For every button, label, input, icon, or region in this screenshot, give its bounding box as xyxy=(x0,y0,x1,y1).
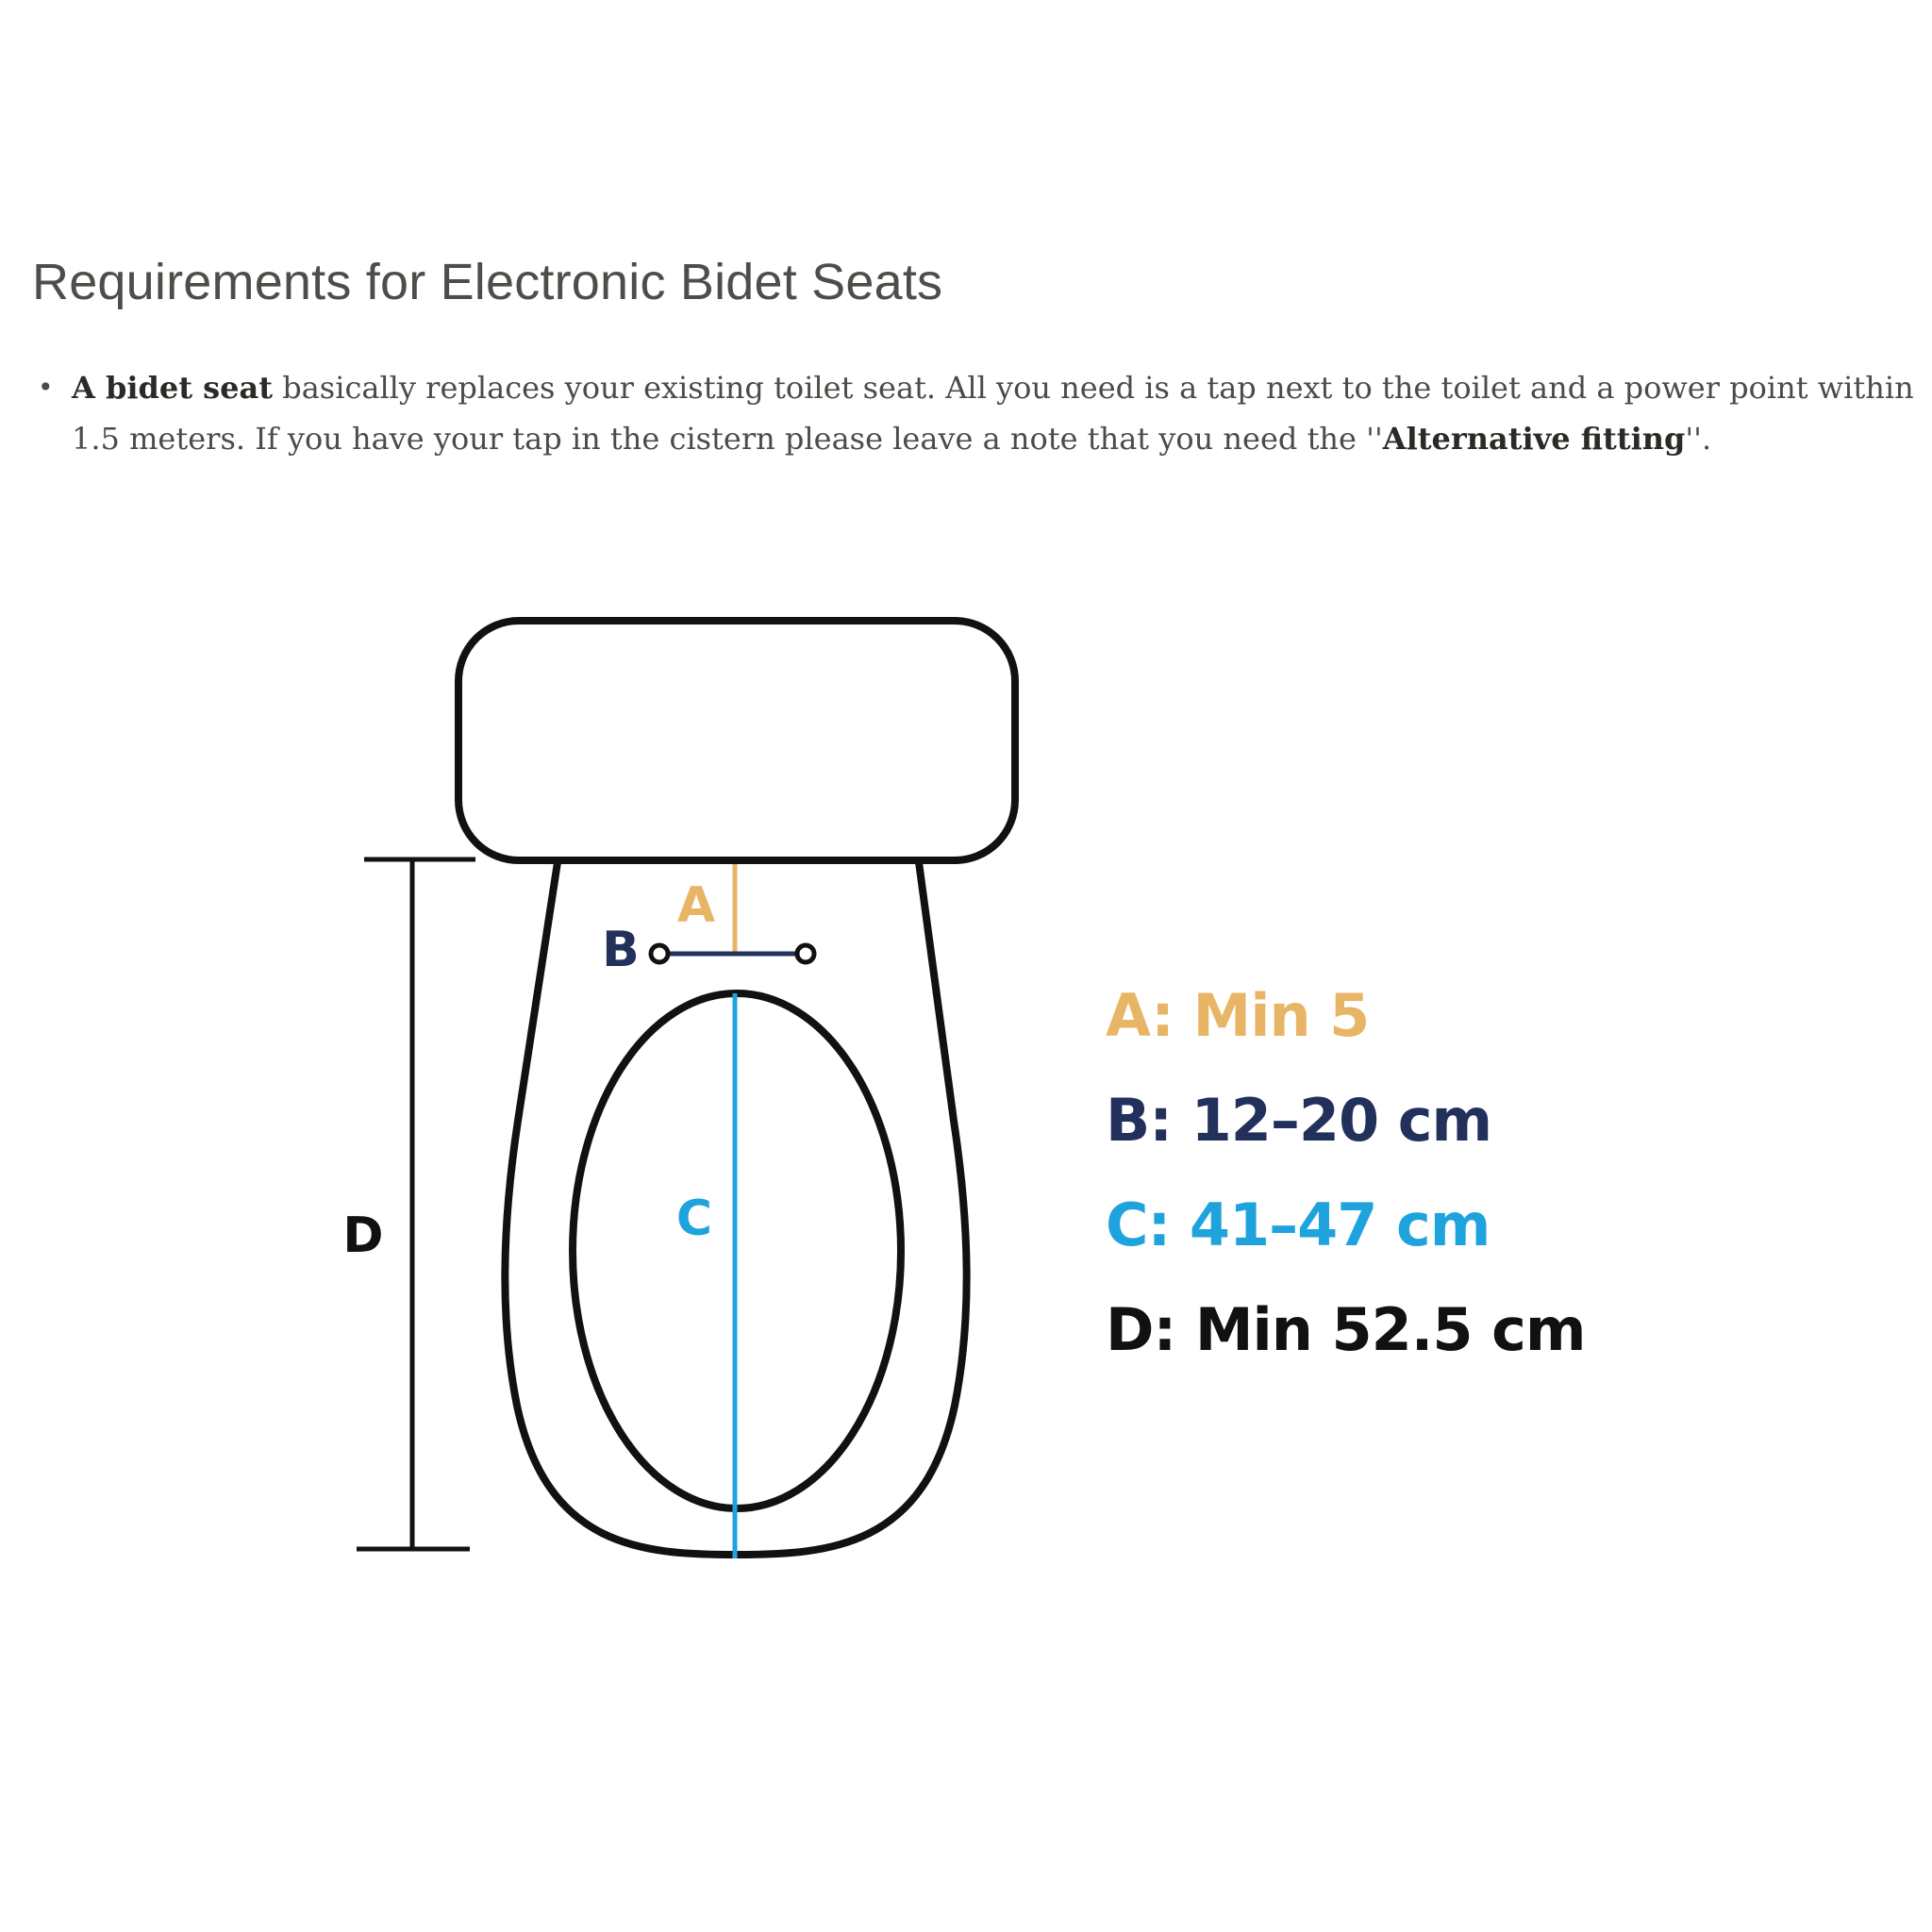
bullet-marker: • xyxy=(38,372,54,403)
requirement-text-end: ''. xyxy=(1685,421,1712,457)
alternative-fitting-term: Alternative fitting xyxy=(1382,421,1686,457)
legend-b: B: 12–20 cm xyxy=(1106,1086,1492,1155)
cistern-outline xyxy=(458,621,1015,860)
bidet-seat-lead: A bidet seat xyxy=(72,370,274,406)
d-label: D xyxy=(342,1208,384,1264)
c-label: C xyxy=(675,1191,713,1247)
a-label: A xyxy=(676,877,716,934)
requirement-text: basically replaces your existing toilet seat. All you need is a tap next to the toilet and a power point within 1.5 meters. If you have your tap in the cistern please leave a note that you need the '' xyxy=(72,370,1914,457)
legend-a: A: Min 5 xyxy=(1106,981,1370,1050)
b-right-hole xyxy=(797,945,814,962)
page-title: Requirements for Electronic Bidet Seats xyxy=(32,254,943,310)
b-left-hole xyxy=(651,945,668,962)
b-label: B xyxy=(602,922,640,978)
legend-c: C: 41–47 cm xyxy=(1106,1191,1491,1259)
legend-d: D: Min 52.5 cm xyxy=(1106,1295,1586,1364)
